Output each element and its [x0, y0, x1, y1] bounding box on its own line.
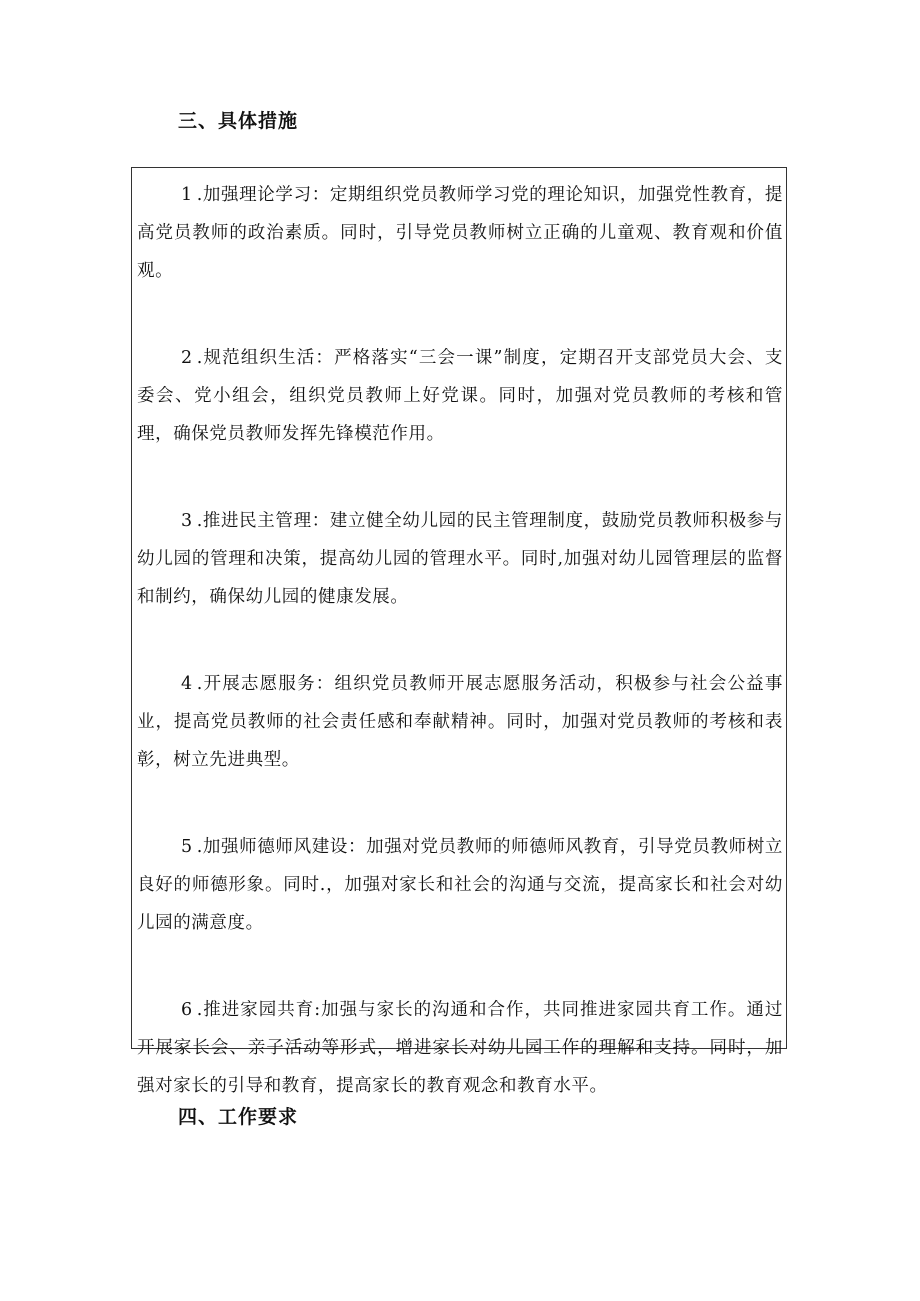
measure-number: 2 [181, 348, 193, 368]
measure-item-6 [137, 991, 783, 1105]
measures-box [131, 167, 787, 1096]
measure-text: .开展志愿服务：组织党员教师开展志愿服务活动，积极参与社会公益事业，提高党员教师的社会责任感和奉献精神。同时，加强对党员教师的考核和表彰，树立先进典型。 [137, 674, 783, 770]
measure-item-1 [137, 176, 783, 290]
measure-item-3 [137, 502, 783, 616]
section-heading-specific-measures: 三、具体措施 [178, 110, 299, 132]
measure-item-4 [137, 665, 783, 779]
measure-number: 3 [181, 511, 193, 531]
measure-item-5 [137, 828, 783, 942]
measure-number: 1 [181, 185, 193, 205]
measure-text: .规范组织生活：严格落实“三会一课”制度，定期召开支部党员大会、支委会、党小组会，组织党员教师上好党课。同时，加强对党员教师的考核和管理，确保党员教师发挥先锋模范作用。 [137, 348, 783, 444]
measure-number: 6 [181, 1000, 193, 1020]
measure-number: 5 [181, 837, 193, 857]
measure-text: .推进民主管理：建立健全幼儿园的民主管理制度，鼓励党员教师积极参与幼儿园的管理和决策，提高幼儿园的管理水平。同时,加强对幼儿园管理层的监督和制约，确保幼儿园的健康发展。 [137, 511, 783, 607]
measure-text: .加强理论学习：定期组织党员教师学习党的理论知识，加强党性教育，提高党员教师的政治素质。同时，引导党员教师树立正确的儿童观、教育观和价值观。 [137, 185, 783, 281]
measure-text: .推进家园共育:加强与家长的沟通和合作，共同推进家园共育工作。通过开展家长会、亲子活动等形式，增进家长对幼儿园工作的理解和支持。同时，加强对家长的引导和教育，提高家长的教育观念和教育水平。 [137, 1000, 783, 1096]
measure-text: .加强师德师风建设：加强对党员教师的师德师风教育，引导党员教师树立良好的师德形象。同时.，加强对家长和社会的沟通与交流，提高家长和社会对幼儿园的满意度。 [137, 837, 783, 933]
measure-item-2 [137, 339, 783, 453]
measure-number: 4 [181, 674, 193, 694]
section-heading-work-requirements: 四、工作要求 [178, 1106, 299, 1128]
